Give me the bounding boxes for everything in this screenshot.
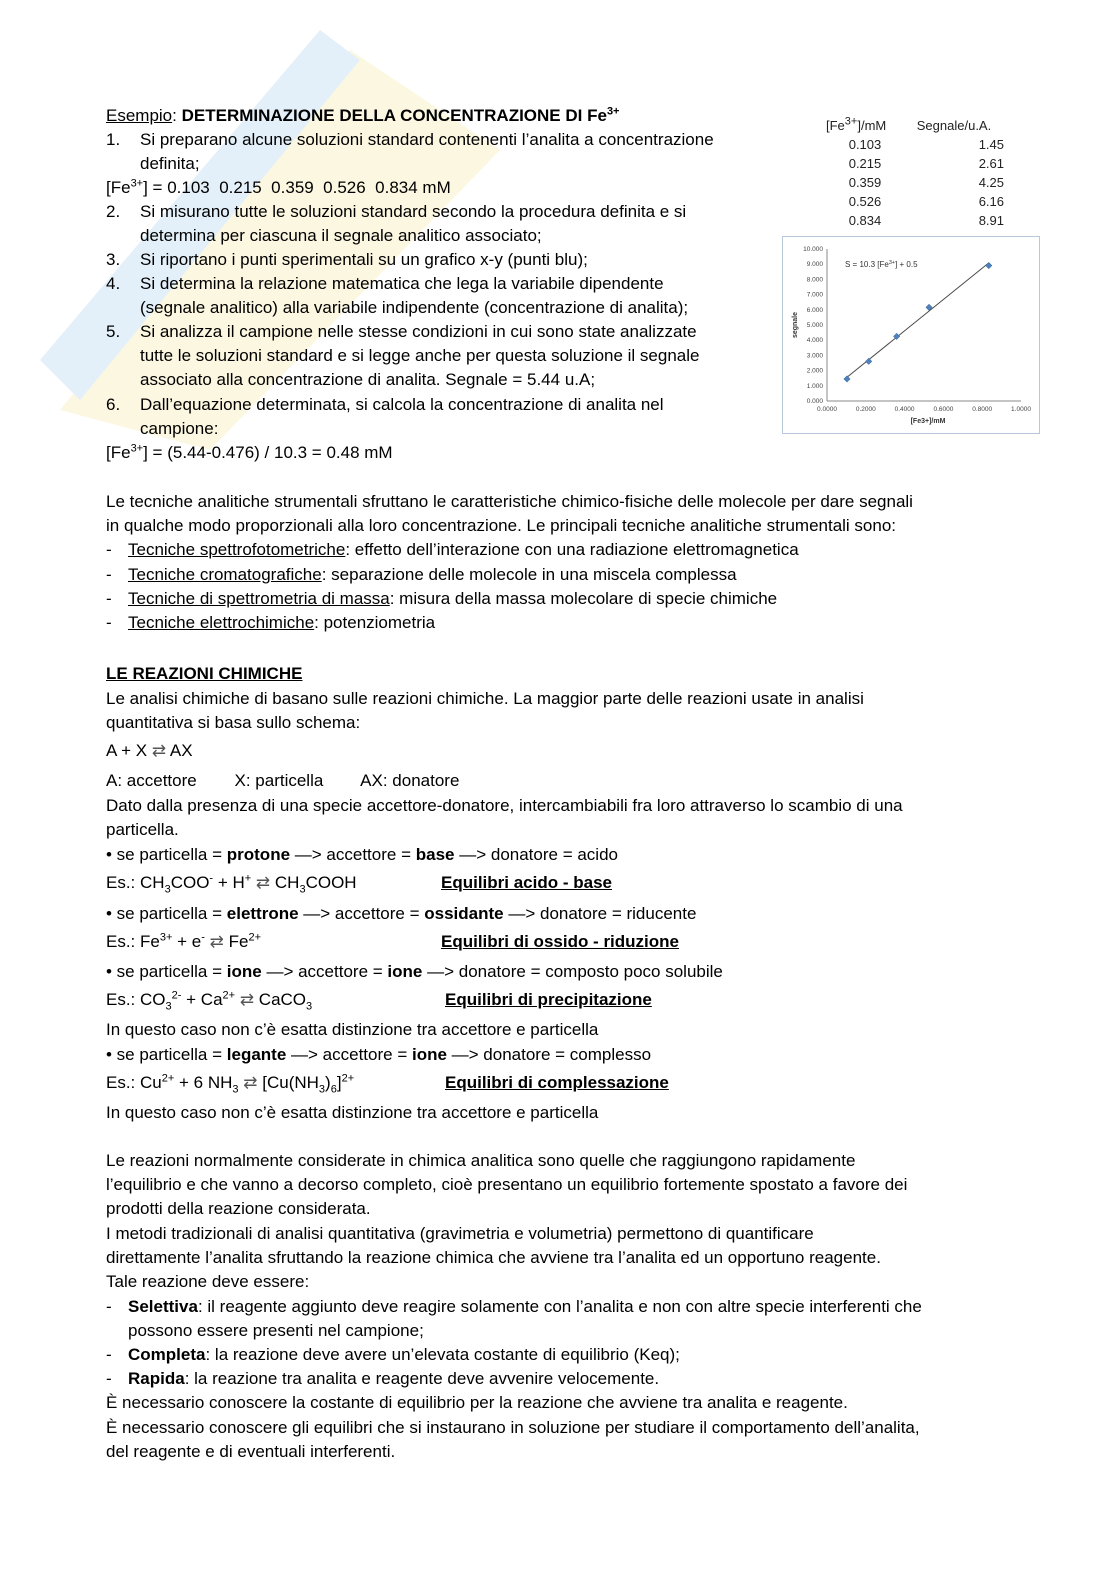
bullet-text: —> donatore = composto poco solubile (422, 962, 723, 981)
step-number: 4. (106, 274, 121, 293)
section-heading: LE REAZIONI CHIMICHE (106, 664, 303, 683)
bullet-text: —> donatore = riducente (503, 904, 697, 923)
bullet-icon: • (106, 904, 112, 923)
bullet-legante (106, 1043, 651, 1067)
calibration-chart (782, 236, 1040, 434)
x-tick-label: 0.6000 (933, 406, 954, 413)
reactions-line-3: Dato dalla presenza di una specie accettore-donatore, intercambiabili fra loro attraverso lo scambio di una (106, 796, 903, 815)
example-equation: Es.: $CO_3^{2-} + Ca^{2+}$ ⇄ CaCO$_3$ (106, 989, 313, 1013)
bullet-text: se particella = (111, 1045, 227, 1064)
bullet-icon: • (106, 962, 112, 981)
bullet-icon: • (106, 1045, 112, 1064)
reactions-line-2: quantitativa si basa sullo schema: (106, 713, 361, 732)
cell-signal: 8.91 (978, 213, 1004, 228)
h1-sup: 3+ (844, 115, 858, 128)
y-tick-label: 8.000 (806, 276, 823, 284)
example-complexation (106, 1071, 354, 1095)
bullet-text: —> donatore = acido (454, 845, 618, 864)
step-number: 2. (106, 202, 121, 221)
step-1-cont: definita; (140, 154, 200, 173)
technique-desc: : misura della massa molecolare di specie chimiche (389, 589, 778, 608)
final-line: l’equilibrio e che vanno a decorso completo, cioè presentano un equilibrio fortemente spostato a favore dei (106, 1175, 908, 1194)
requirement-name: Rapida (128, 1369, 185, 1388)
bullet-text: —> donatore = complesso (446, 1045, 652, 1064)
example-equation: Es.: $Fe^{3+} + e^-$ ⇄ $Fe^{2+}$ (106, 931, 262, 951)
step-5-cont: tutte le soluzioni standard e si legge anche per questa soluzione il segnale (140, 346, 700, 365)
h1-pre: [Fe (826, 118, 845, 133)
example-redox (106, 930, 261, 954)
x-axis-title: [Fe3+]/mM (910, 418, 946, 425)
bullet-bold: protone (226, 845, 291, 864)
step-6 (106, 393, 664, 417)
technique-name: Tecniche elettrochimiche (128, 613, 315, 632)
bullet-text: —> accettore = (298, 904, 425, 923)
y-tick-label: 2.000 (806, 367, 823, 375)
example-label: Esempio (106, 106, 173, 125)
cell-conc: 0.359 (848, 175, 882, 190)
bullet-ione (106, 960, 723, 984)
requirement-desc: : la reazione deve avere un’elevata costante di equilibrio (Keq); (205, 1345, 680, 1364)
equilibrium-label: Equilibri di precipitazione (445, 990, 652, 1009)
technique-desc: : separazione delle molecole in una miscela complessa (321, 565, 737, 584)
table-row (826, 211, 1004, 230)
definitions: A: accettore X: particella AX: donatore (106, 771, 460, 790)
step-number: 1. (106, 130, 121, 149)
dash: - (106, 1369, 112, 1388)
requirement-item (106, 1343, 680, 1367)
conc-values: ] = 0.103 0.215 0.359 0.526 0.834 mM (143, 178, 451, 197)
title-main: DETERMINAZIONE DELLA CONCENTRAZIONE DI Fe (181, 106, 607, 125)
cell-conc: 0.526 (848, 194, 882, 209)
step-2 (106, 200, 686, 224)
requirement-item (106, 1367, 659, 1391)
h1-post: ]/mM (857, 118, 887, 133)
final-line: Le reazioni normalmente considerate in chimica analitica sono quelle che raggiungono rapidamente (106, 1151, 856, 1170)
step-5 (106, 320, 697, 344)
step-text: Si misurano tutte le soluzioni standard secondo la procedura definita e si (140, 202, 687, 221)
y-tick-label: 0.000 (806, 398, 823, 405)
bullet-text: se particella = (111, 962, 227, 981)
bullet-protone (106, 843, 618, 867)
bullet-text: se particella = (111, 845, 227, 864)
cell-conc: 0.103 (848, 137, 882, 152)
note: In questo caso non c’è esatta distinzione tra accettore e particella (106, 1103, 599, 1122)
bullet-text: —> accettore = (286, 1045, 412, 1064)
step-4 (106, 272, 664, 296)
bullet-bold: ossidante (424, 904, 504, 923)
technique-item (106, 563, 737, 587)
step-5-cont2: associato alla concentrazione di analita. Segnale = 5.44 u.A; (140, 370, 596, 389)
conc-sup: 3+ (130, 177, 144, 190)
dash: - (106, 565, 112, 584)
note: In questo caso non c’è esatta distinzione tra accettore e particella (106, 1020, 599, 1039)
bullet-text: se particella = (111, 904, 227, 923)
step-number: 3. (106, 250, 121, 269)
y-tick-label: 7.000 (806, 291, 823, 299)
requirement-item (106, 1295, 922, 1319)
x-tick-label: 1.0000 (1011, 406, 1031, 413)
title-sup: 3+ (606, 105, 620, 118)
final-line: del reagente e di eventuali interferenti. (106, 1442, 396, 1461)
res-sup: 3+ (130, 442, 144, 455)
technique-name: Tecniche di spettrometria di massa (128, 589, 390, 608)
y-tick-label: 5.000 (806, 322, 823, 329)
dash: - (106, 1345, 112, 1364)
y-tick-label: 10.000 (803, 246, 823, 253)
equilibrium-arrow-icon: ⇄ (151, 741, 167, 760)
table-row (826, 192, 1004, 211)
bullet-bold: legante (226, 1045, 287, 1064)
step-text: Si riportano i punti sperimentali su un grafico x-y (punti blu); (140, 250, 588, 269)
eq-right: AX (166, 741, 193, 760)
step-2-cont: determina per ciascuna il segnale analitico associato; (140, 226, 542, 245)
res-value: ] = (5.44-0.476) / 10.3 = 0.48 mM (143, 443, 393, 462)
technique-name: Tecniche cromatografiche (128, 565, 322, 584)
title-colon: : (172, 106, 177, 125)
intro-line-1: Le tecniche analitiche strumentali sfruttano le caratteristiche chimico-fisiche delle molecole per dare segnali (106, 492, 913, 511)
result-line (106, 441, 393, 465)
equilibrium-label: Equilibri di complessazione (445, 1073, 669, 1092)
standards-table (826, 116, 1004, 230)
final-line: I metodi tradizionali di analisi quantitativa (gravimetria e volumetria) permettono di quantificare (106, 1224, 814, 1243)
y-tick-label: 1.000 (806, 382, 823, 390)
dash: - (106, 589, 112, 608)
technique-item (106, 611, 435, 635)
step-number: 6. (106, 395, 121, 414)
requirement-name: Completa (128, 1345, 206, 1364)
step-text: Si determina la relazione matematica che lega la variabile dipendente (140, 274, 664, 293)
general-equation (106, 739, 193, 763)
cell-conc: 0.834 (848, 213, 882, 228)
example-precipitation (106, 988, 312, 1012)
chart-svg (783, 237, 1039, 433)
cell-signal: 2.61 (978, 156, 1004, 171)
bullet-bold: ione (387, 962, 423, 981)
requirement-name: Selettiva (128, 1297, 198, 1316)
step-3 (106, 248, 588, 272)
step-6-cont: campione: (140, 419, 219, 438)
dash: - (106, 613, 112, 632)
bullet-bold: ione (226, 962, 262, 981)
step-number: 5. (106, 322, 121, 341)
bullet-bold: ione (411, 1045, 447, 1064)
concentration-list (106, 176, 451, 200)
reactions-line-4: particella. (106, 820, 179, 839)
step-4-cont: (segnale analitico) alla variabile indipendente (concentrazione di analita); (140, 298, 689, 317)
table-row (826, 173, 1004, 192)
bullet-bold: base (415, 845, 455, 864)
requirement-cont: possono essere presenti nel campione; (128, 1321, 424, 1340)
col-signal-header: Segnale/u.A. (916, 118, 992, 133)
technique-desc: : potenziometria (314, 613, 436, 632)
data-point (866, 358, 872, 364)
data-point (986, 262, 992, 268)
final-line: direttamente l’analita sfruttando la reazione chimica che avviene tra l’analita ed un opportuno reagente. (106, 1248, 881, 1267)
reactions-line-1: Le analisi chimiche di basano sulle reazioni chimiche. La maggior parte delle reazioni usate in analisi (106, 689, 864, 708)
intro-line-2: in qualche modo proporzionali alla loro concentrazione. Le principali tecniche analitiche strumentali sono: (106, 516, 897, 535)
requirement-desc: : il reagente aggiunto deve reagire solamente con l’analita e non con altre specie interferenti che (197, 1297, 922, 1316)
equilibrium-label: Equilibri di ossido - riduzione (441, 932, 679, 951)
eq-left: A + X (106, 741, 152, 760)
y-tick-label: 6.000 (806, 306, 823, 314)
fit-equation: S = 10.3 $[Fe^{3+}] + 0.5$ (845, 260, 918, 269)
technique-desc: : effetto dell’interazione con una radiazione elettromagnetica (345, 540, 799, 559)
y-tick-label: 3.000 (806, 352, 823, 360)
x-tick-label: 0.0000 (817, 406, 837, 413)
equilibrium-label: Equilibri acido - base (441, 873, 612, 892)
table-row (826, 154, 1004, 173)
cell-signal: 1.45 (978, 137, 1004, 152)
dash: - (106, 540, 112, 559)
table-header (826, 116, 1004, 135)
table-row (826, 135, 1004, 154)
final-line: È necessario conoscere la costante di equilibrio per la reazione che avviene tra analita e reagente. (106, 1393, 848, 1412)
step-text: Si preparano alcune soluzioni standard contenenti l’analita a concentrazione (140, 130, 714, 149)
y-tick-label: 4.000 (806, 337, 823, 345)
technique-name: Tecniche spettrofotometriche (128, 540, 346, 559)
final-line: Tale reazione deve essere: (106, 1272, 310, 1291)
bullet-text: —> accettore = (261, 962, 388, 981)
conc-pre: [Fe (106, 178, 131, 197)
res-pre: [Fe (106, 443, 131, 462)
technique-item (106, 587, 777, 611)
y-tick-label: 9.000 (806, 261, 823, 269)
example-title (106, 104, 619, 128)
bullet-elettrone (106, 902, 696, 926)
step-text: Si analizza il campione nelle stesse condizioni in cui sono state analizzate (140, 322, 697, 341)
x-tick-label: 0.8000 (972, 406, 993, 413)
cell-signal: 6.16 (978, 194, 1004, 209)
x-tick-label: 0.4000 (894, 406, 915, 413)
technique-item (106, 538, 799, 562)
example-acid-base (106, 871, 357, 895)
x-tick-label: 0.2000 (855, 406, 876, 413)
data-point (844, 376, 850, 382)
step-text: Dall’equazione determinata, si calcola la concentrazione di analita nel (140, 395, 664, 414)
final-line: È necessario conoscere gli equilibri che si instaurano in soluzione per studiare il comportamento dell’analita, (106, 1418, 920, 1437)
y-axis-title: segnale (792, 311, 799, 339)
bullet-bold: elettrone (226, 904, 299, 923)
example-equation: Es.: $CH_3COO^- + H^+$ ⇄ $CH_3COOH$ (106, 872, 357, 896)
bullet-icon: • (106, 845, 112, 864)
cell-conc: 0.215 (848, 156, 882, 171)
requirement-desc: : la reazione tra analita e reagente deve avvenire velocemente. (184, 1369, 660, 1388)
example-equation: Es.: $Cu^{2+} + 6$ $NH_3$ ⇄ $[Cu(NH_3)_6]^{2+}$ (106, 1072, 355, 1096)
final-line: prodotti della reazione considerata. (106, 1199, 371, 1218)
bullet-text: —> accettore = (290, 845, 416, 864)
dash: - (106, 1297, 112, 1316)
step-1 (106, 128, 714, 152)
cell-signal: 4.25 (978, 175, 1004, 190)
col-conc-header (826, 116, 904, 135)
